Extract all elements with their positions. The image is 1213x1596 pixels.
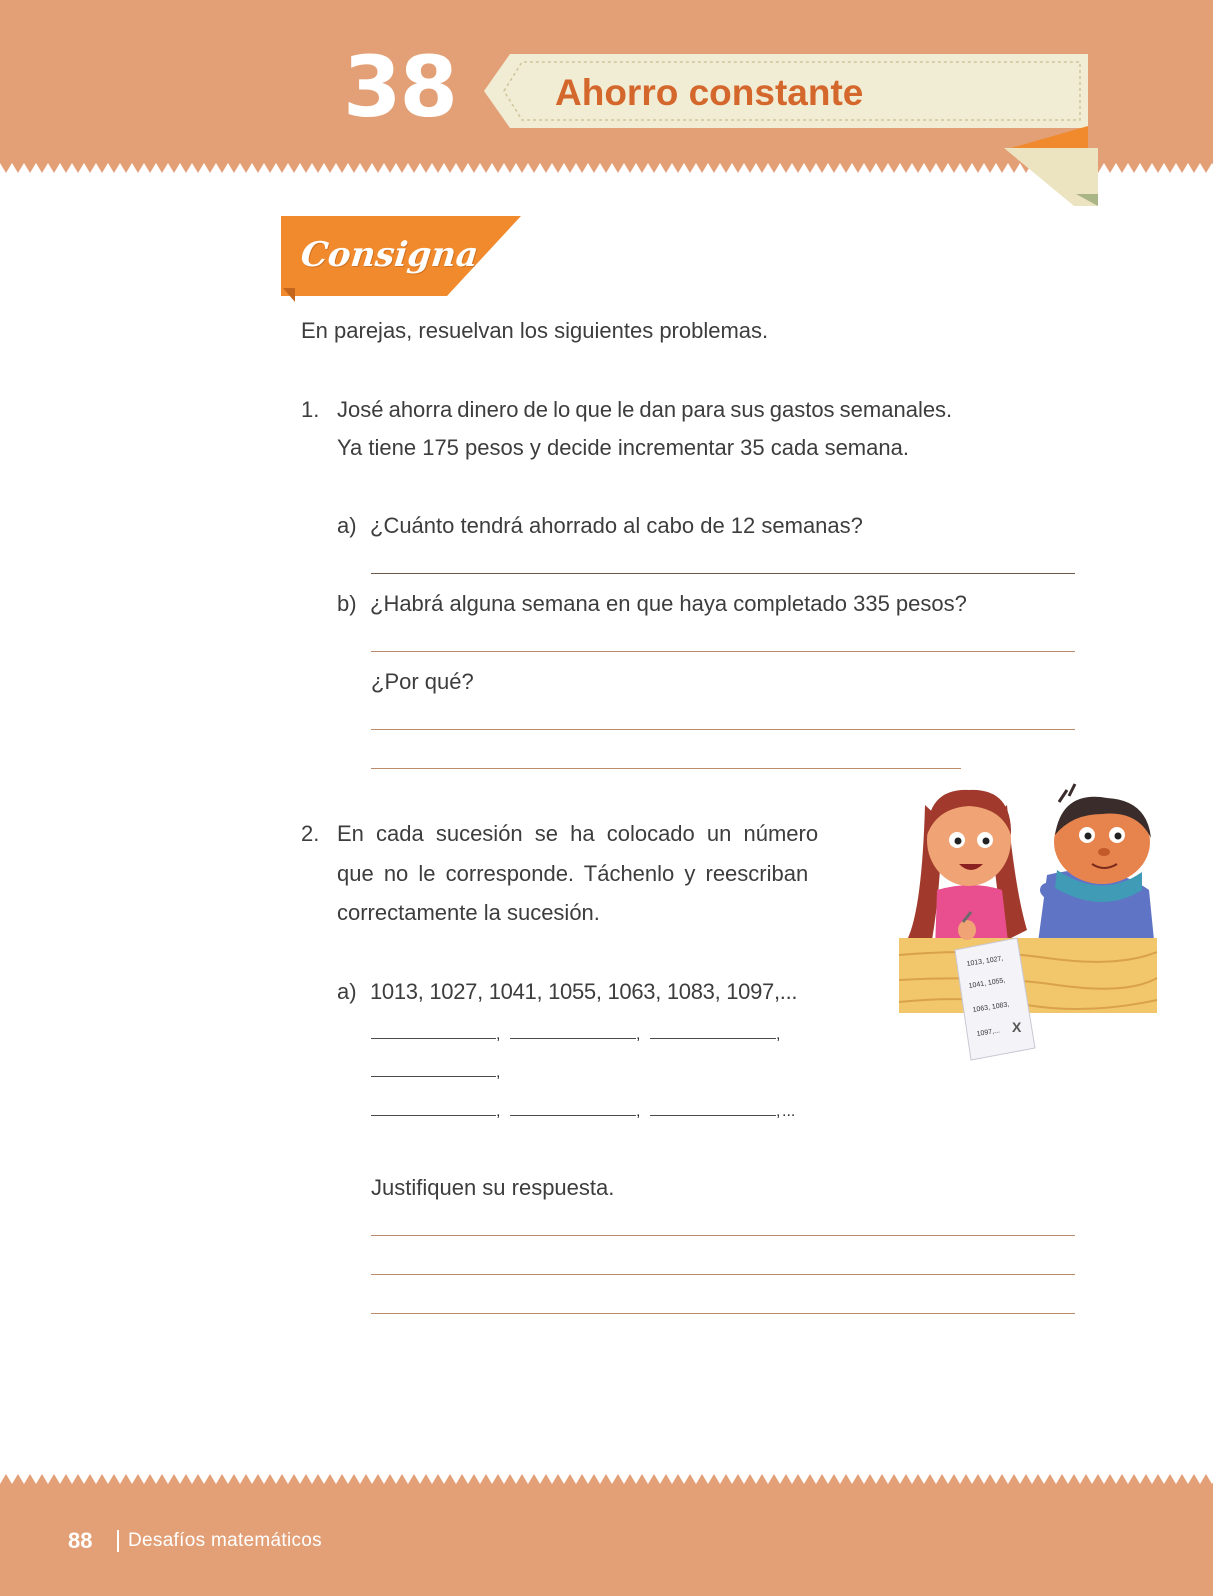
sequence-blank[interactable] — [650, 1115, 776, 1116]
sequence-blank[interactable] — [371, 1115, 496, 1116]
why-label: ¿Por qué? — [371, 669, 474, 694]
lesson-number: 38 — [343, 38, 456, 136]
sequence-blank[interactable] — [650, 1038, 776, 1039]
problem-2a-label: a) — [337, 979, 357, 1004]
answer-line-justify-2[interactable] — [371, 1274, 1075, 1275]
paper-line-3: 1063, 1083, — [972, 1001, 1010, 1014]
problem-1-number: 1. — [301, 397, 320, 422]
lesson-title: Ahorro constante — [555, 72, 864, 113]
paper-line-4: 1097,... — [976, 1027, 1001, 1038]
sequence-blank[interactable] — [510, 1115, 636, 1116]
sequence-ellipsis: ... — [782, 1103, 796, 1120]
sequence-comma: , — [636, 1026, 641, 1043]
footer-zigzag-edge — [0, 1470, 1213, 1484]
problem-1-text-line2: Ya tiene 175 pesos y decide incrementar 35 cada semana. — [337, 435, 909, 460]
answer-line-why-1[interactable] — [371, 729, 1075, 730]
answer-line-1b[interactable] — [371, 651, 1075, 652]
answer-line-justify-3[interactable] — [371, 1313, 1075, 1314]
answer-line-why-2[interactable] — [371, 768, 961, 769]
justify-label: Justifiquen su respuesta. — [371, 1175, 615, 1200]
book-title: Desafíos matemáticos — [128, 1530, 322, 1551]
footer-separator — [117, 1530, 119, 1552]
problem-2-number: 2. — [301, 821, 320, 846]
problem-1b-label: b) — [337, 591, 357, 616]
sequence-comma: , — [776, 1103, 781, 1120]
problem-2-text-line3: correctamente la sucesión. — [337, 900, 600, 925]
problem-1a-label: a) — [337, 513, 357, 538]
sequence-blank[interactable] — [371, 1038, 496, 1039]
problem-2a-sequence: 1013, 1027, 1041, 1055, 1063, 1083, 1097,... — [370, 979, 798, 1004]
consigna-label: Consigna — [298, 235, 481, 275]
sequence-blank[interactable] — [510, 1038, 636, 1039]
paper-line-2: 1041, 1055, — [968, 977, 1006, 990]
problem-1a-question: ¿Cuánto tendrá ahorrado al cabo de 12 semanas? — [370, 513, 863, 538]
page-number: 88 — [68, 1528, 93, 1553]
problem-1b-question: ¿Habrá alguna semana en que haya completado 335 pesos? — [370, 591, 967, 616]
paper-cross-mark: X — [1012, 1019, 1022, 1035]
problem-2-text-line2: que no le corresponde. Táchenlo y reescriban — [337, 861, 809, 886]
sequence-blank[interactable] — [371, 1076, 496, 1077]
sequence-comma: , — [496, 1064, 501, 1081]
sequence-comma: , — [496, 1026, 501, 1043]
sequence-comma: , — [636, 1103, 641, 1120]
answer-line-justify-1[interactable] — [371, 1235, 1075, 1236]
paper-line-1: 1013, 1027, — [966, 955, 1004, 968]
children-illustration — [897, 780, 1159, 1062]
sequence-comma: , — [496, 1103, 501, 1120]
instruction-text: En parejas, resuelvan los siguientes problemas. — [301, 318, 769, 343]
problem-1-text-line1: José ahorra dinero de lo que le dan para sus gastos semanales. — [337, 397, 953, 422]
problem-2-text-line1: En cada sucesión se ha colocado un número — [337, 821, 819, 846]
answer-line-1a[interactable] — [371, 573, 1075, 574]
sequence-comma: , — [776, 1026, 781, 1043]
